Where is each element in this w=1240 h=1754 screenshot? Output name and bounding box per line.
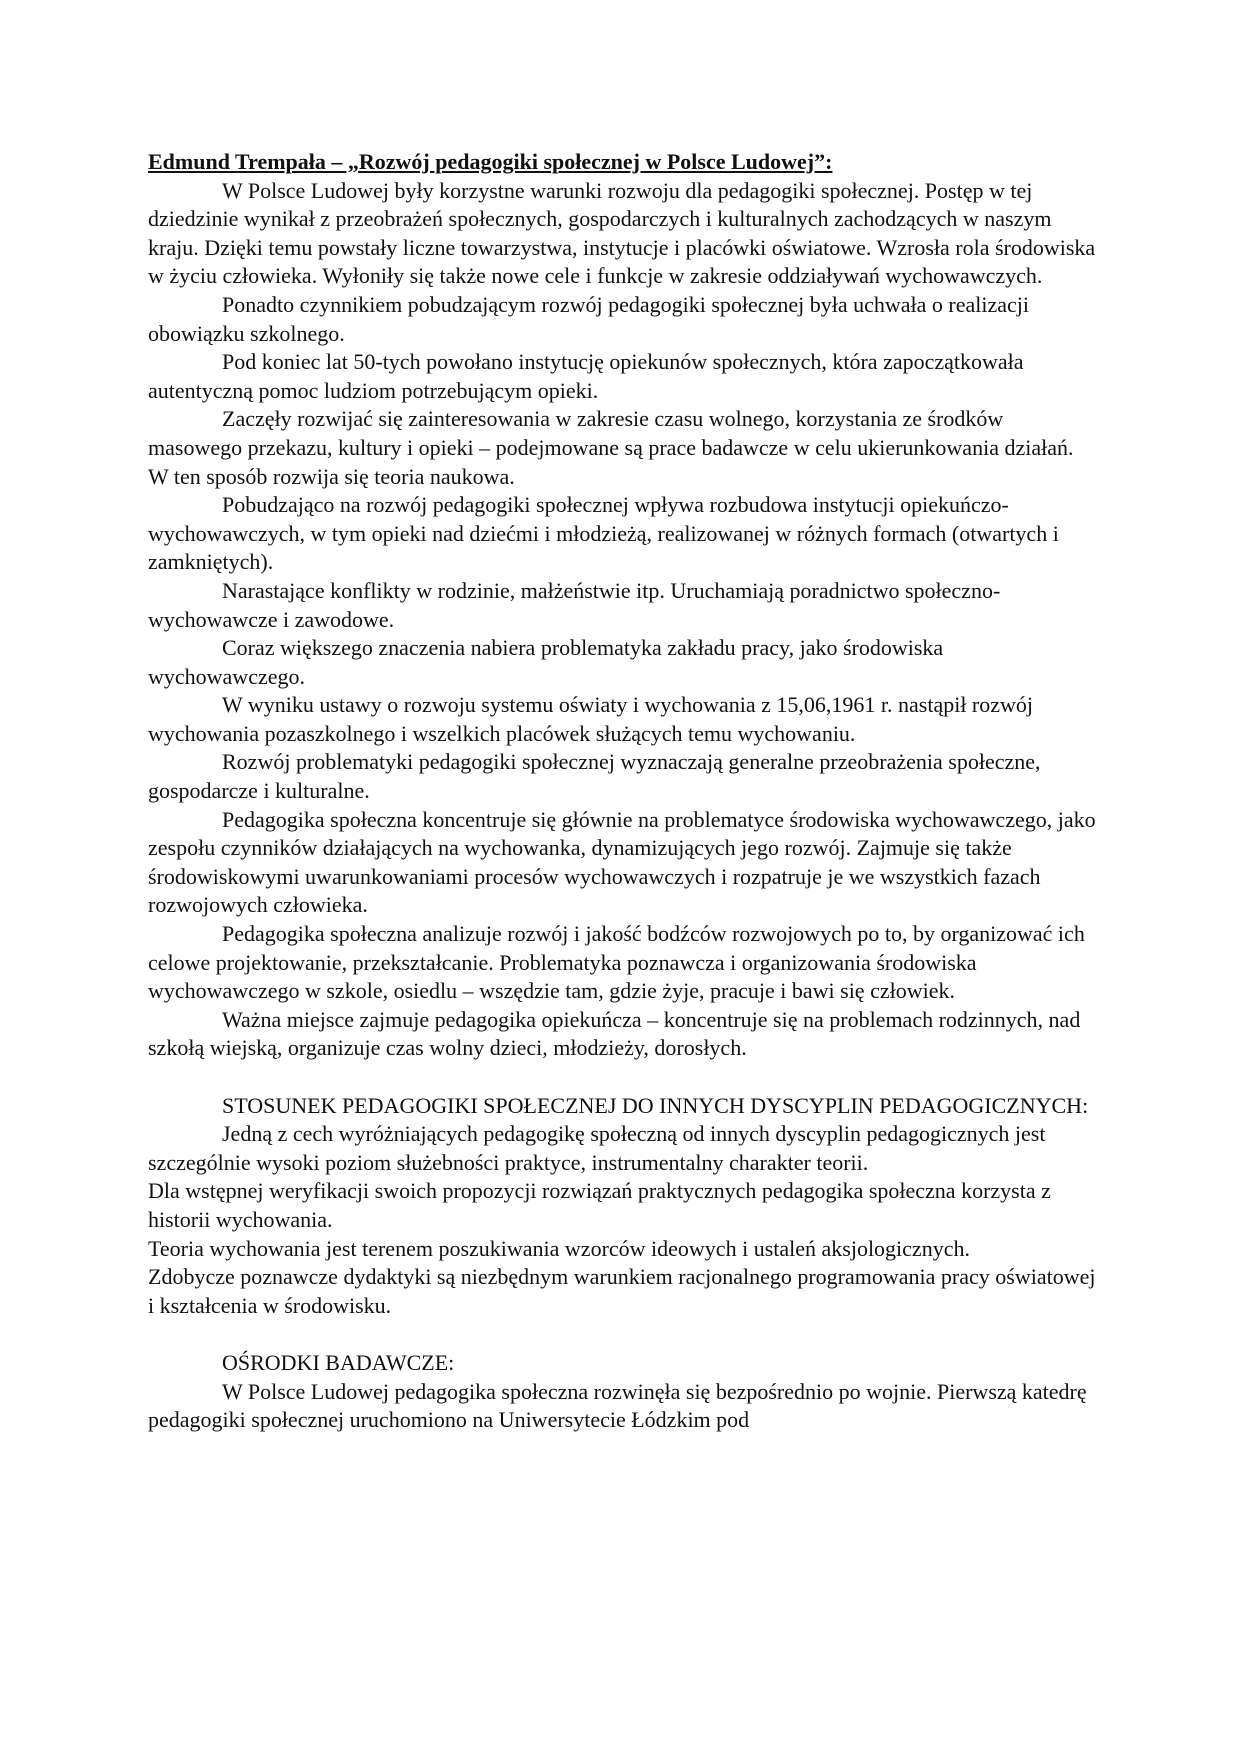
- paragraph: W wyniku ustawy o rozwoju systemu oświaty i wychowania z 15,06,1961 r. nastąpił rozwój wychowania pozaszkolnego i wszelkich placówek służących temu wychowaniu.: [148, 692, 1034, 746]
- paragraph: Pedagogika społeczna koncentruje się głównie na problematyce środowiska wychowawczego, jako zespołu czynników działających na wychowanka, dynamizujących jego rozwój. Zajmuje się także środowiskowymi uwarunkowaniami procesów wychowawczych i rozpatruje je we wszystkich fazach rozwojowych człowieka.: [148, 806, 1096, 918]
- paragraph: Pedagogika społeczna analizuje rozwój i jakość bodźców rozwojowych po to, by organizować ich celowe projektowanie, przekształcanie. Problematyka poznawcza i organizowania środowiska wychowawczego w szkole, osiedlu – wszędzie tam, gdzie żyje, pracuje i bawi się człowiek.: [148, 921, 1085, 1004]
- section-research-centers: [148, 1349, 1098, 1435]
- document-title: Edmund Trempała – „Rozwój pedagogiki społecznej w Polsce Ludowej”:: [148, 149, 833, 174]
- intro-section: [148, 177, 1098, 1063]
- section-heading: OŚRODKI BADAWCZE:: [222, 1349, 455, 1375]
- paragraph: Zaczęły rozwijać się zainteresowania w zakresie czasu wolnego, korzystania ze środków masowego przekazu, kultury i opieki – podejmowane są prace badawcze w celu ukierunkowania działań. W ten sposób rozwija się teoria naukowa.: [148, 406, 1074, 489]
- paragraph: Teoria wychowania jest terenem poszukiwania wzorców ideowych i ustaleń aksjologicznych.: [148, 1235, 970, 1261]
- document-page: [148, 148, 1098, 1435]
- paragraph: Pobudzająco na rozwój pedagogiki społecznej wpływa rozbudowa instytucji opiekuńczo-wychowawczych, w tym opieki nad dziećmi i młodzieżą, realizowanej w różnych formach (otwartych i zamkniętych).: [148, 492, 1059, 575]
- section-relations: [148, 1092, 1098, 1321]
- paragraph: Ponadto czynnikiem pobudzającym rozwój pedagogiki społecznej była uchwała o realizacji obowiązku szkolnego.: [148, 291, 1029, 346]
- paragraph: Ważna miejsce zajmuje pedagogika opiekuńcza – koncentruje się na problemach rodzinnych, nad szkołą wiejską, organizuje czas wolny dzieci, młodzieży, dorosłych.: [148, 1006, 1081, 1061]
- paragraph: Jedną z cech wyróżniających pedagogikę społeczną od innych dyscyplin pedagogicznych jest szczególnie wysoki poziom służebności praktyce, instrumentalny charakter teorii.: [148, 1121, 1046, 1175]
- paragraph: Dla wstępnej weryfikacji swoich propozycji rozwiązań praktycznych pedagogika społeczna korzysta z historii wychowania.: [148, 1178, 1051, 1232]
- paragraph: Narastające konflikty w rodzinie, małżeństwie itp. Uruchamiają poradnictwo społeczno-wychowawcze i zawodowe.: [148, 577, 1001, 632]
- paragraph: Rozwój problematyki pedagogiki społecznej wyznaczają generalne przeobrażenia społeczne, gospodarcze i kulturalne.: [148, 749, 1041, 804]
- paragraph: Pod koniec lat 50-tych powołano instytucję opiekunów społecznych, która zapoczątkowała autentyczną pomoc ludziom potrzebującym opieki.: [148, 349, 1024, 403]
- section-heading: STOSUNEK PEDAGOGIKI SPOŁECZNEJ DO INNYCH DYSCYPLIN PEDAGOGICZNYCH:: [222, 1092, 1089, 1118]
- paragraph: W Polsce Ludowej pedagogika społeczna rozwinęła się bezpośrednio po wojnie. Pierwszą katedrę pedagogiki społecznej uruchomiono na Uniwersytecie Łódzkim pod: [148, 1378, 1087, 1433]
- paragraph: Zdobycze poznawcze dydaktyki są niezbędnym warunkiem racjonalnego programowania pracy oświatowej i kształcenia w środowisku.: [148, 1264, 1096, 1318]
- paragraph: W Polsce Ludowej były korzystne warunki rozwoju dla pedagogiki społecznej. Postęp w tej dziedzinie wynikał z przeobrażeń społecznych, gospodarczych i kulturalnych zachodzących w naszym kraju. Dzięki temu powstały liczne towarzystwa, instytucje i placówki oświatowe. Wzrosła rola środowiska w życiu człowieka. Wyłoniły się także nowe cele i funkcje w zakresie oddziaływań wychowawczych.: [148, 177, 1096, 289]
- paragraph: Coraz większego znaczenia nabiera problematyka zakładu pracy, jako środowiska wychowawczego.: [148, 635, 944, 689]
